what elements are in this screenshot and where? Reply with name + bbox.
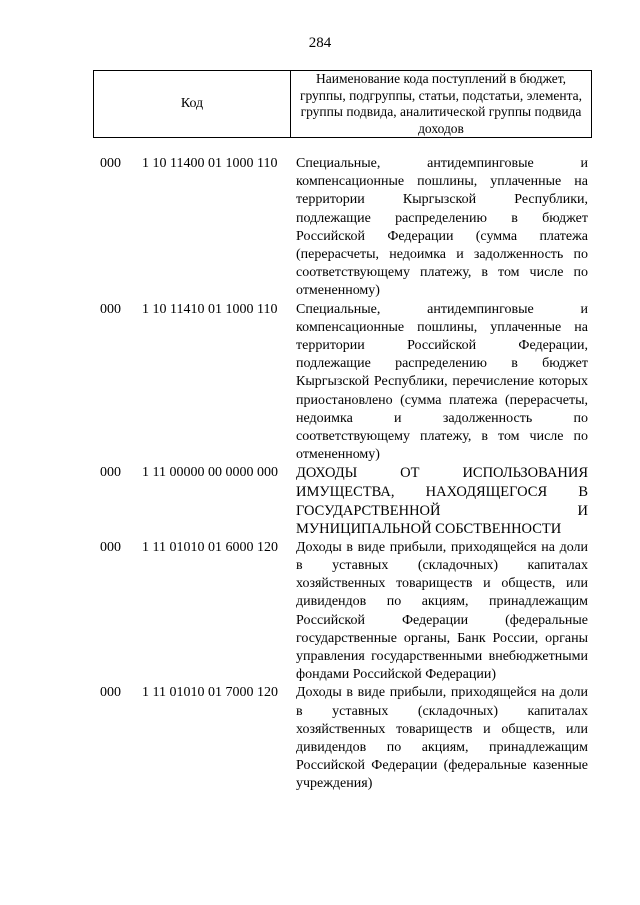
row-admin-code: 000 [100, 465, 121, 481]
table-row [0, 155, 640, 301]
row-budget-code: 1 11 01010 01 6000 120 [142, 539, 278, 555]
row-description: Специальные, антидемпинговые и компенсационные пошлины, уплаченные на территории Кыргызской Республики, подлежащие распределению в бюджет Российской Федерации (сумма платежа (перерасчеты, недоимка и задолженность по соответствующему платежу, в том числе по отмененному) [296, 156, 588, 299]
row-budget-code: 1 11 00000 00 0000 000 [142, 465, 278, 481]
table-row [0, 464, 640, 538]
header-name-column: Наименование кода поступлений в бюджет, группы, подгруппы, статьи, подстатьи, элемента, группы подвида, аналитической группы подвида доходов [299, 71, 583, 136]
table-row [0, 301, 640, 465]
income-codes-list [0, 155, 640, 794]
header-code-column: Код [94, 71, 291, 137]
row-description: Доходы в виде прибыли, приходящейся на доли в уставных (складочных) капиталах хозяйственных товариществ и обществ, или дивидендов по акциям, принадлежащим Российской Федерации (федеральные государственные органы, Банк России, органы управления государственными внебюджетными фондами Российской Федерации) [296, 539, 588, 683]
row-admin-code: 000 [100, 301, 121, 317]
table-header [93, 70, 592, 138]
row-admin-code: 000 [100, 156, 121, 171]
table-row [0, 539, 640, 685]
row-budget-code: 1 11 01010 01 7000 120 [142, 685, 278, 701]
page-number: 284 [308, 35, 332, 51]
row-description: Специальные, антидемпинговые и компенсационные пошлины, уплаченные на территории Российской Федерации, подлежащие распределению в бюджет Кыргызской Республики, перечисление которых приостановлено (сумма платежа (перерасчеты, недоимка и задолженность по соответствующему платежу, в том числе по отмененному) [296, 301, 588, 463]
table-row [0, 684, 640, 793]
row-description: Доходы в виде прибыли, приходящейся на доли в уставных (складочных) капиталах хозяйственных товариществ и обществ, или дивидендов по акциям, принадлежащим Российской Федерации (федеральные казенные учреждения) [296, 685, 588, 792]
row-budget-code: 1 10 11410 01 1000 110 [142, 301, 278, 317]
row-admin-code: 000 [100, 685, 121, 701]
row-description: ДОХОДЫ ОТ ИСПОЛЬЗОВАНИЯ ИМУЩЕСТВА, НАХОДЯЩЕГОСЯ В ГОСУДАРСТВЕННОЙ И МУНИЦИПАЛЬНОЙ СОБСТВЕННОСТИ [296, 465, 588, 538]
row-budget-code: 1 10 11400 01 1000 110 [142, 156, 278, 171]
row-admin-code: 000 [100, 539, 121, 555]
